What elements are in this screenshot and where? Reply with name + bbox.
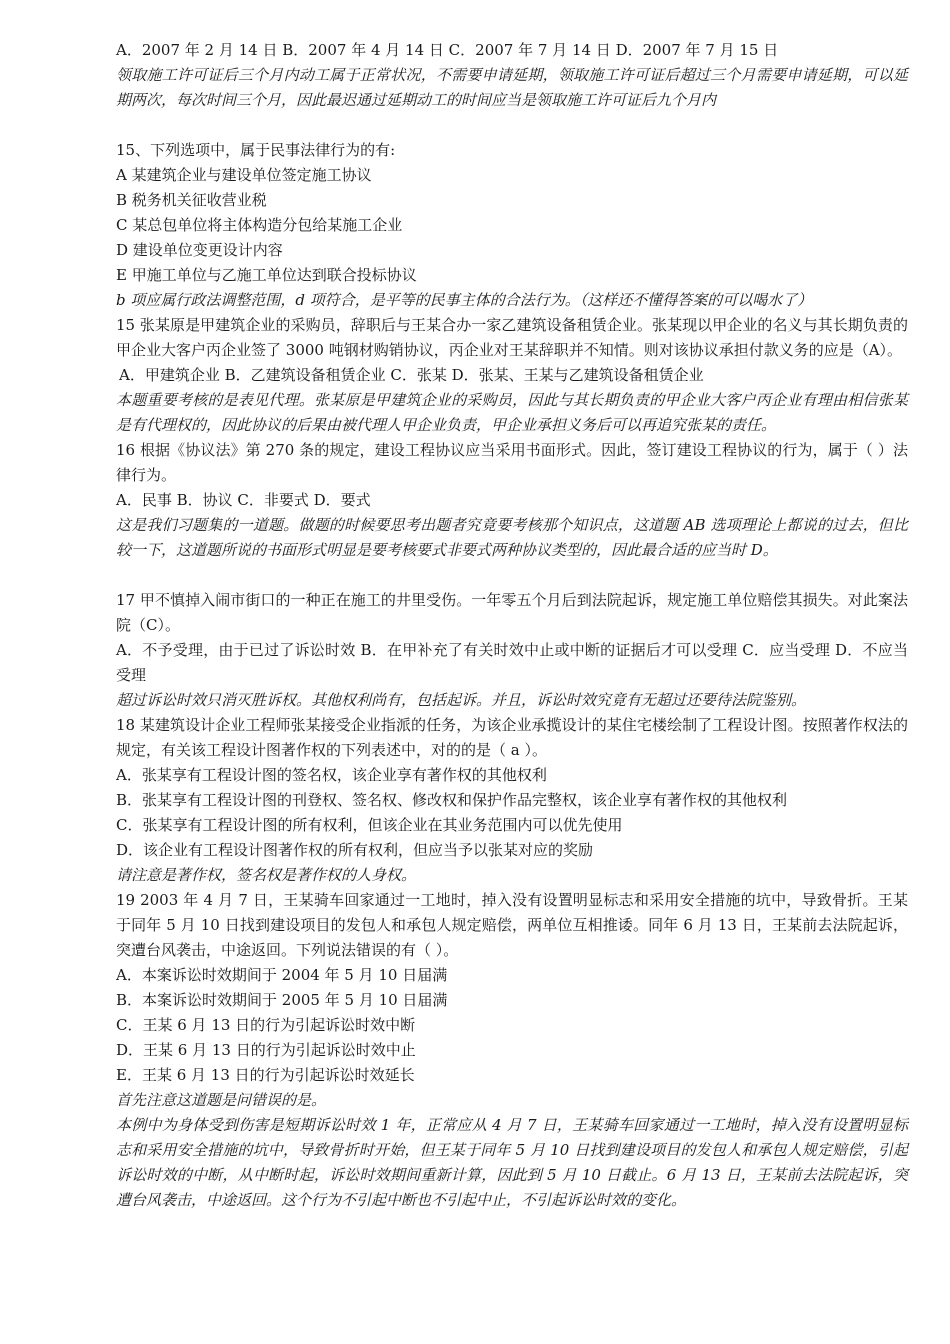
answer-option: C 某总包单位将主体构造分包给某施工企业 xyxy=(116,216,403,234)
explanation-note: 本例中为身体受到伤害是短期诉讼时效 1 年，正常应从 4 月 7 日，王某骑车回家通过一工地时，掉入没有设置明显标志和采用安全措施的坑中，导致骨折时开始，但王某于同年 5 月 10 日找到建设项目的发包人和承包人规定赔偿，引起诉讼时效的中断，从中断时起，诉讼时效期间重新计算，因此到 5 月 10 日截止。6 月 13 日，王某前去法院起诉，突遭台风袭击，中途返回。这个行为不引起中断也不引起中止，不引起诉讼时效的变化。 xyxy=(116,1116,908,1209)
answer-option: E 甲施工单位与乙施工单位达到联合投标协议 xyxy=(116,266,417,284)
answer-option: C．张某享有工程设计图的所有权利，但该企业在其业务范围内可以优先使用 xyxy=(116,816,623,834)
explanation-note: 超过诉讼时效只消灭胜诉权。其他权利尚有，包括起诉。并且，诉讼时效究竟有无超过还要待法院鉴别。 xyxy=(116,691,807,709)
answer-option: D．该企业有工程设计图著作权的所有权利，但应当予以张某对应的奖励 xyxy=(116,841,594,859)
answer-option: B 税务机关征收营业税 xyxy=(116,191,267,209)
explanation-note: 首先注意这道题是问错误的是。 xyxy=(116,1091,327,1109)
answer-option: A 某建筑企业与建设单位签定施工协议 xyxy=(116,166,372,184)
question-text: 15 张某原是甲建筑企业的采购员，辞职后与王某合办一家乙建筑设备租赁企业。张某现以甲企业的名义与其长期负责的甲企业大客户丙企业签了 3000 吨钢材购销协议，丙企业对王某辞职并不知情。则对该协议承担付款义务的应是（A）。 xyxy=(116,316,908,359)
answer-option: D 建设单位变更设计内容 xyxy=(116,241,283,259)
question-text: 16 根据《协议法》第 270 条的规定，建设工程协议应当采用书面形式。因此，签订建设工程协议的行为，属于（ ）法律行为。 xyxy=(116,441,908,484)
answer-option: A．张某享有工程设计图的签名权，该企业享有著作权的其他权利 xyxy=(116,766,547,784)
explanation-note: 这是我们习题集的一道题。做题的时候要思考出题者究竟要考核那个知识点，这道题 AB 选项理论上都说的过去，但比较一下，这道题所说的书面形式明显是要考核要式非要式两种协议类型的，因此最合适的应当时 D。 xyxy=(116,516,908,559)
question-text: A．不予受理，由于已过了诉讼时效 B．在甲补充了有关时效中止或中断的证据后才可以受理 C．应当受理 D．不应当受理 xyxy=(116,641,908,684)
explanation-note: 领取施工许可证后三个月内动工属于正常状况，不需要申请延期，领取施工许可证后超过三个月需要申请延期，可以延期两次，每次时间三个月，因此最迟通过延期动工的时间应当是领取施工许可证后九个月内 xyxy=(116,66,908,109)
answer-option: A．甲建筑企业 B．乙建筑设备租赁企业 C．张某 D．张某、王某与乙建筑设备租赁企业 xyxy=(119,366,704,384)
answer-option: C．王某 6 月 13 日的行为引起诉讼时效中断 xyxy=(116,1016,416,1034)
blank-line xyxy=(116,113,908,138)
answer-option: B．张某享有工程设计图的刊登权、签名权、修改权和保护作品完整权，该企业享有著作权的其他权利 xyxy=(116,791,788,809)
blank-line xyxy=(116,563,908,588)
explanation-note: b 项应属行政法调整范围，d 项符合，是平等的民事主体的合法行为。（这样还不懂得答案的可以喝水了） xyxy=(116,291,813,309)
answer-option: A．2007 年 2 月 14 日 B．2007 年 4 月 14 日 C．2007 年 7 月 14 日 D．2007 年 7 月 15 日 xyxy=(116,41,779,59)
explanation-note: 本题重要考核的是表见代理。张某原是甲建筑企业的采购员，因此与其长期负责的甲企业大客户丙企业有理由相信张某是有代理权的，因此协议的后果由被代理人甲企业负责，甲企业承担义务后可以再追究张某的责任。 xyxy=(116,391,908,434)
question-text: 15、下列选项中，属于民事法律行为的有: xyxy=(116,141,396,159)
answer-option: A．民事 B．协议 C．非要式 D．要式 xyxy=(116,491,371,509)
question-text: 18 某建筑设计企业工程师张某接受企业指派的任务，为该企业承揽设计的某住宅楼绘制了工程设计图。按照著作权法的规定，有关该工程设计图著作权的下列表述中，对的的是（ a ）。 xyxy=(116,716,908,759)
question-text: 17 甲不慎掉入闹市街口的一种正在施工的井里受伤。一年零五个月后到法院起诉，规定施工单位赔偿其损失。对此案法院（C）。 xyxy=(116,591,908,634)
answer-option: A．本案诉讼时效期间于 2004 年 5 月 10 日届满 xyxy=(116,966,448,984)
explanation-note: 请注意是著作权，签名权是著作权的人身权。 xyxy=(116,866,417,884)
question-text: 19 2003 年 4 月 7 日，王某骑车回家通过一工地时，掉入没有设置明显标志和采用安全措施的坑中，导致骨折。王某于同年 5 月 10 日找到建设项目的发包人和承包人规定赔偿，两单位互相推诿。同年 6 月 13 日，王某前去法院起诉，突遭台风袭击，中途返回。下列说法错误的有（ ）。 xyxy=(116,891,908,959)
answer-option: E．王某 6 月 13 日的行为引起诉讼时效延长 xyxy=(116,1066,415,1084)
answer-option: B．本案诉讼时效期间于 2005 年 5 月 10 日届满 xyxy=(116,991,448,1009)
answer-option: D．王某 6 月 13 日的行为引起诉讼时效中止 xyxy=(116,1041,416,1059)
